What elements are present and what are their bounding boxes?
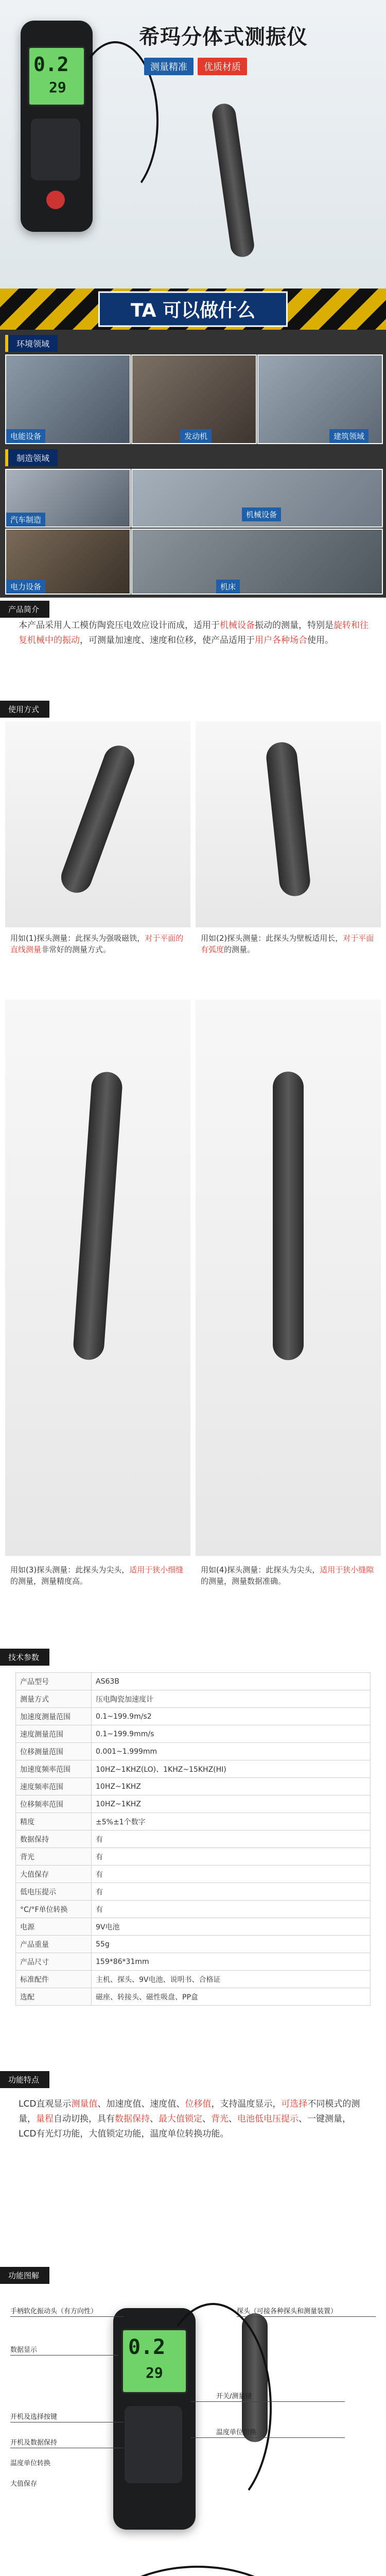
spec-key: 大值保存	[16, 1866, 92, 1883]
func-mid6: 、	[202, 2114, 211, 2124]
spec-value: 159*86*31mm	[92, 1953, 371, 1971]
spec-key: 数据保持	[16, 1831, 92, 1848]
spec-value: 磁座、转接头、磁性吸盘、PP盒	[92, 1988, 371, 2006]
banner-section	[0, 289, 386, 330]
spec-key: 加速度频率范围	[16, 1760, 92, 1778]
func-mid1: 、加速度值、速度值、	[97, 2099, 185, 2109]
usage-photo-4	[196, 999, 381, 1556]
spec-value: 10HZ~1KHZ	[92, 1795, 371, 1813]
usage-caption-2	[201, 933, 376, 955]
components-section	[0, 2262, 386, 2576]
spec-row	[16, 1988, 371, 2006]
spec-key: 精度	[16, 1813, 92, 1831]
intro-text-hl2: 旋转和往复机械中的振动	[19, 620, 369, 646]
intro-section	[0, 598, 386, 701]
intro-text	[19, 618, 369, 648]
spec-row	[16, 1708, 371, 1725]
meter-reading-small: 29	[49, 79, 66, 96]
scene-label-car: 汽车制造	[6, 513, 45, 527]
spec-section	[0, 1643, 386, 2066]
spec-value: ±5%±1个数字	[92, 1813, 371, 1831]
usage-caption-3	[10, 1564, 185, 1587]
usage-caption-3-post: 的测量，测量精度高。	[10, 1577, 88, 1586]
spec-value: 0.001~1.999mm	[92, 1743, 371, 1760]
spec-key: 速度测量范围	[16, 1725, 92, 1743]
scene-photo-machine-tool	[131, 529, 383, 595]
ann-probe-line	[237, 2316, 376, 2317]
spec-row	[16, 1743, 371, 1760]
spec-value: AS63B	[92, 1673, 371, 1690]
usage-photo-2	[196, 721, 381, 927]
spec-value: 10HZ~1KHZ(LO)、1KHZ~15KHZ(HI)	[92, 1760, 371, 1778]
spec-key: 选配	[16, 1988, 92, 2006]
usage-caption-4	[201, 1564, 376, 1587]
func-mid3: 不同模式的测量，	[19, 2099, 360, 2124]
scene-label-engine: 发动机	[180, 429, 212, 443]
spec-value: 有	[92, 1883, 371, 1901]
scenes-section	[0, 330, 386, 598]
spec-value: 55g	[92, 1936, 371, 1953]
spec-table	[15, 1672, 371, 2006]
spec-row	[16, 1778, 371, 1795]
spec-key: 速度频率范围	[16, 1778, 92, 1795]
ann-handle-line	[10, 2316, 124, 2317]
func-hl5: 数据保持	[115, 2114, 150, 2124]
func-text-pre: LCD直观显示	[19, 2099, 72, 2109]
diagram-cable	[154, 2303, 272, 2513]
usage-caption-4-pre: 用如(4)探头测量：此探头为尖头，	[201, 1565, 320, 1574]
spec-key: 产品尺寸	[16, 1953, 92, 1971]
func-mid5: 、	[150, 2114, 159, 2124]
spec-row	[16, 1690, 371, 1708]
ann-probe: 探头（可接各种探头和测量装置）	[237, 2308, 338, 2315]
func-hl4: 量程	[36, 2114, 54, 2124]
ann-select: 开机及选择按键	[10, 2413, 58, 2421]
ann-temp-switch-line	[190, 2437, 345, 2438]
usage-caption-2-hl: 对于平面有弧度	[201, 934, 374, 954]
power-button[interactable]	[46, 191, 65, 209]
spec-value: 0.1~199.9mm/s	[92, 1725, 371, 1743]
usage-caption-2-pre: 用如(2)探头测量：此探头为壁板适用长，	[201, 934, 343, 943]
spec-row	[16, 1936, 371, 1953]
usage-photo-3	[5, 999, 190, 1556]
probe-needle	[73, 1071, 124, 1361]
intro-text-hl1: 机械设备	[220, 620, 255, 631]
usage-caption-2-post: 的测量。	[224, 945, 255, 954]
banner-title: TA 可以做什么	[98, 292, 288, 327]
battery-cable	[93, 2566, 303, 2576]
spec-key: 加速度测量范围	[16, 1708, 92, 1725]
func-hl1: 测量值	[71, 2099, 98, 2109]
spec-row	[16, 1725, 371, 1743]
spec-value: 9V电池	[92, 1918, 371, 1936]
ann-onoff: 开关/测量键	[216, 2393, 252, 2400]
vibration-probe	[210, 102, 255, 258]
intro-tag: 产品简介	[0, 601, 49, 618]
ann-handle: 手柄软化振动头（有方向性）	[10, 2308, 98, 2315]
diagram-meter-reading-big: 0.2	[128, 2335, 166, 2359]
hero-tags	[144, 58, 247, 75]
spec-row	[16, 1848, 371, 1866]
spec-tag: 技术参数	[0, 1649, 49, 1666]
intro-text-mid1: 振动的测量，特别是	[255, 620, 334, 631]
usage-caption-3-hl: 适用于狭小细缝	[129, 1565, 184, 1574]
ann-temp-switch: 温度单位切换	[216, 2429, 257, 2436]
usage-caption-4-hl: 适用于狭小缝隙	[320, 1565, 374, 1574]
spec-row	[16, 1918, 371, 1936]
scene-label-machine-tool: 机床	[216, 580, 240, 594]
spec-value: 有	[92, 1848, 371, 1866]
func-mid2: ，支持温度显示，	[211, 2099, 282, 2109]
spec-value: 有	[92, 1901, 371, 1918]
ann-temp-unit: 温度单位转换	[10, 2460, 51, 2467]
spec-value: 10HZ~1KHZ	[92, 1778, 371, 1795]
scene-label-power: 电能设备	[6, 429, 45, 443]
intro-text-pre: 本产品采用人工模仿陶瓷压电效应设计而成，适用于	[19, 620, 220, 631]
scene-label-electric: 电力设备	[6, 580, 45, 594]
usage-caption-4-post: 的测量，测量数据准确。	[201, 1577, 286, 1586]
spec-row	[16, 1831, 371, 1848]
spec-row	[16, 1760, 371, 1778]
func-mid7: 、	[229, 2114, 237, 2124]
ann-display: 数据显示	[10, 2346, 38, 2354]
hero-title: 希玛分体式测振仪	[139, 25, 308, 49]
spec-key: 标准配件	[16, 1971, 92, 1988]
spec-value: 主机、探头、9V电池、说明书、合格证	[92, 1971, 371, 1988]
tag-material: 优质材质	[198, 58, 247, 75]
spec-key: °C/°F单位转换	[16, 1901, 92, 1918]
scene-tab-environment: 环境领域	[5, 335, 58, 352]
spec-value: 压电陶瓷加速度计	[92, 1690, 371, 1708]
usage-caption-1-hl: 对于平面的直线测量	[10, 934, 184, 954]
func-hl8: 电池低电压提示	[237, 2114, 299, 2124]
spec-row	[16, 1673, 371, 1690]
spec-key: 背光	[16, 1848, 92, 1866]
spec-key: 电源	[16, 1918, 92, 1936]
spec-row	[16, 1795, 371, 1813]
scene-label-building: 建筑领域	[329, 429, 369, 443]
intro-text-mid2: ，可测量加速度、速度和位移，使产品适用于	[80, 635, 255, 646]
spec-key: 位移频率范围	[16, 1795, 92, 1813]
spec-row	[16, 1971, 371, 1988]
usage-caption-1-post: 非常好的测量方式。	[41, 945, 111, 954]
spec-key: 测量方式	[16, 1690, 92, 1708]
scene-tab-manufacturing: 制造领域	[5, 449, 58, 466]
func-mid4: 自动切换，具有	[54, 2114, 115, 2124]
ann-onoff-line	[190, 2401, 345, 2402]
func-hl2: 位移值	[185, 2099, 212, 2109]
tag-accuracy: 测量精准	[144, 58, 194, 75]
scene-label-machinery: 机械设备	[242, 507, 281, 521]
func-section	[0, 2066, 386, 2262]
usage-photo-1	[5, 721, 190, 927]
func-hl6: 最大值锁定	[159, 2114, 202, 2124]
probe-sharp	[273, 1072, 304, 1360]
spec-key: 产品重量	[16, 1936, 92, 1953]
meter-reading-big: 0.2	[33, 53, 69, 76]
spec-row	[16, 1901, 371, 1918]
spec-row	[16, 1883, 371, 1901]
usage-tag: 使用方式	[0, 701, 49, 718]
ann-hold: 开机及数据保持	[10, 2439, 58, 2447]
spec-value: 有	[92, 1831, 371, 1848]
intro-text-hl3: 用户各种场合	[255, 635, 307, 646]
func-tag: 功能特点	[0, 2071, 49, 2088]
usage-section	[0, 701, 386, 1643]
probe-magnet	[57, 741, 139, 897]
spec-key: 低电压提示	[16, 1883, 92, 1901]
diagram-meter-reading-small: 29	[146, 2364, 163, 2381]
spec-key: 产品型号	[16, 1673, 92, 1690]
spec-row	[16, 1953, 371, 1971]
usage-caption-1-pre: 用如(1)探头测量：此探头为强吸磁铁，	[10, 934, 145, 943]
func-hl7: 背光	[211, 2114, 229, 2124]
func-hl3: 可选择	[281, 2099, 308, 2109]
usage-caption-3-pre: 用如(3)探头测量：此探头为尖头，	[10, 1565, 130, 1574]
spec-row	[16, 1813, 371, 1831]
spec-value: 0.1~199.9m/s2	[92, 1708, 371, 1725]
ann-max: 大值保存	[10, 2480, 38, 2488]
usage-caption-1	[10, 933, 185, 955]
intro-text-post: 使用。	[307, 635, 334, 646]
func-text	[19, 2097, 369, 2142]
hero-section	[0, 0, 386, 289]
probe-long	[265, 741, 311, 898]
spec-row	[16, 1866, 371, 1883]
components-tag: 功能图解	[0, 2267, 49, 2284]
func-post: 、一键测量，LCD有光灯功能，大值锁定功能，温度单位转换功能。	[19, 2114, 351, 2139]
spec-key: 位移测量范围	[16, 1743, 92, 1760]
spec-value: 有	[92, 1866, 371, 1883]
